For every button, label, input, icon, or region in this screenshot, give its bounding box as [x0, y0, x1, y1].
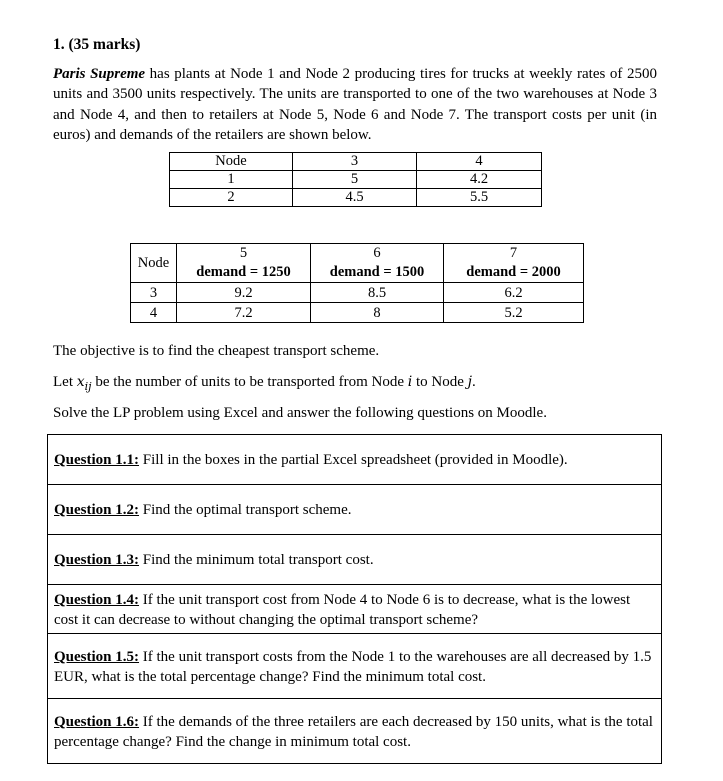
- table-cell: 8.5: [311, 283, 444, 303]
- question-body: If the unit transport cost from Node 4 to Node 6 is to decrease, what is the lowest cost it can decrease to without changing the optimal transport scheme?: [54, 592, 631, 628]
- question-box-1-3: [47, 534, 662, 585]
- table-row: [170, 171, 542, 189]
- question-body: If the unit transport costs from the Node 1 to the warehouses are all decreased by 1.5 EUR, what is the total percentage change? Find the minimum total cost.: [54, 649, 652, 685]
- variable-definition: [53, 374, 476, 394]
- column-node: 5: [239, 245, 248, 261]
- table1-header-4: 4: [417, 153, 542, 171]
- column-demand: demand = 1500: [329, 264, 425, 280]
- column-demand: demand = 1250: [196, 264, 291, 280]
- question-box-1-1: [47, 434, 662, 485]
- table-row: [131, 303, 584, 323]
- question-body: If the demands of the three retailers are each decreased by 150 units, what is the total percentage change? Find the change in minimum total cost.: [54, 714, 653, 750]
- question-text: [54, 648, 655, 687]
- question-text: [54, 551, 655, 571]
- table-cell: 8: [311, 303, 444, 323]
- table-cell: 4: [131, 303, 177, 323]
- table-cell: 3: [131, 283, 177, 303]
- intro-paragraph: [53, 64, 657, 145]
- table-cell: 5: [293, 171, 417, 189]
- objective-text: The objective is to find the cheapest transport scheme.: [53, 343, 380, 359]
- column-demand: demand = 2000: [466, 264, 561, 280]
- table2-header-6: [311, 244, 444, 283]
- table-row: [170, 189, 542, 207]
- question-box-1-5: [47, 633, 662, 699]
- question-box-1-4: [47, 584, 662, 634]
- plant-warehouse-cost-table: [169, 152, 542, 207]
- column-node: 7: [509, 245, 518, 261]
- math-var: i: [407, 374, 413, 390]
- table2-header-7: [444, 244, 584, 283]
- question-label: Question 1.3:: [54, 552, 140, 568]
- question-label: Question 1.1:: [54, 452, 140, 468]
- table-cell: 9.2: [177, 283, 311, 303]
- text-span: be the number of units to be transported from Node: [91, 374, 408, 390]
- table1-header-node: Node: [170, 153, 293, 171]
- warehouse-retailer-cost-table: [130, 243, 584, 323]
- table1-header-3: 3: [293, 153, 417, 171]
- question-box-1-6: [47, 698, 662, 764]
- question-label: Question 1.4:: [54, 592, 140, 608]
- question-body: Find the optimal transport scheme.: [139, 502, 352, 518]
- table2-header-5: [177, 244, 311, 283]
- question-body: Fill in the boxes in the partial Excel spreadsheet (provided in Moodle).: [139, 452, 568, 468]
- table-cell: 2: [170, 189, 293, 207]
- text-span: to Node: [412, 374, 468, 390]
- question-heading: 1. (35 marks): [53, 36, 141, 53]
- table-cell: 4.2: [417, 171, 542, 189]
- text-span: Let: [53, 374, 77, 390]
- question-box-1-2: [47, 484, 662, 535]
- question-text: [54, 591, 655, 630]
- solve-instruction: Solve the LP problem using Excel and answer the following questions on Moodle.: [53, 405, 547, 421]
- math-var: j: [467, 374, 473, 390]
- question-body: Find the minimum total transport cost.: [139, 552, 374, 568]
- table-cell: 4.5: [293, 189, 417, 207]
- math-var: x: [76, 374, 85, 390]
- question-text: [54, 713, 655, 752]
- table-cell: 5.5: [417, 189, 542, 207]
- table-row: [131, 283, 584, 303]
- question-label: Question 1.6:: [54, 714, 140, 730]
- table-cell: 1: [170, 171, 293, 189]
- column-node: 6: [373, 245, 381, 261]
- intro-text: has plants at Node 1 and Node 2 producing tires for trucks at weekly rates of 2500 units and 3500 units respectively. The units are transported to one of the two warehouses at Node 3 and Node 4, and then to retailers at Node 5, Node 6 and Node 7. The transport costs per unit (in euros) and demands of the retailers are shown below.: [53, 66, 657, 143]
- question-text: [54, 451, 655, 471]
- table-cell: 7.2: [177, 303, 311, 323]
- table-cell: 6.2: [444, 283, 584, 303]
- table-cell: 5.2: [444, 303, 584, 323]
- math-sub: ij: [84, 380, 92, 393]
- company-name: Paris Supreme: [53, 66, 146, 82]
- table2-corner: Node: [131, 244, 177, 283]
- question-label: Question 1.5:: [54, 649, 140, 665]
- question-label: Question 1.2:: [54, 502, 140, 518]
- text-span: .: [472, 374, 476, 390]
- question-text: [54, 501, 655, 521]
